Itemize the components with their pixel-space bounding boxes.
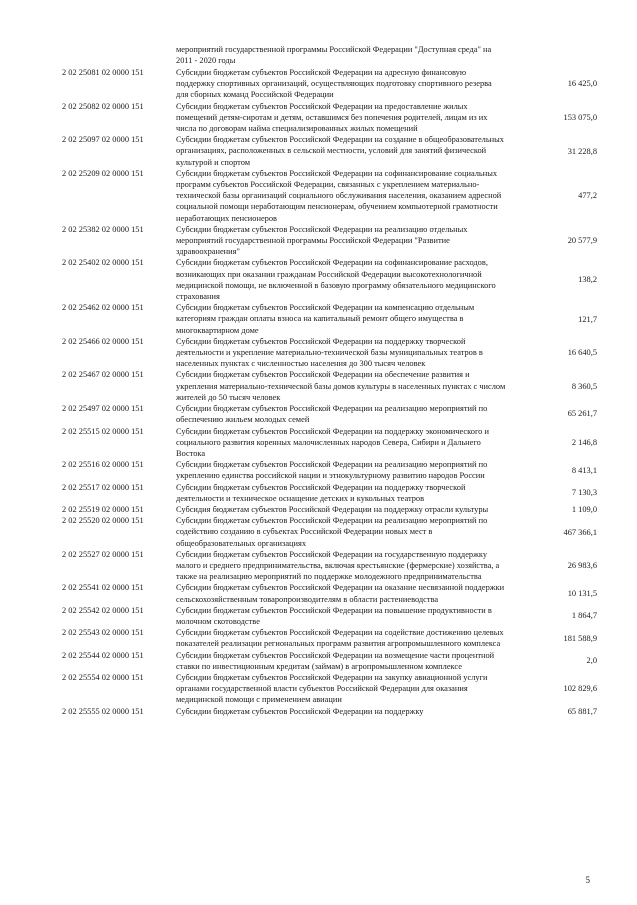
amount-value: 138,2 [578, 275, 597, 285]
table-row [0, 67, 637, 101]
amount-value: 8 360,5 [571, 381, 597, 391]
budget-code: 2 02 25519 02 0000 151 [62, 504, 144, 514]
table-row [0, 482, 637, 504]
subsidy-description: Субсидии бюджетам субъектов Российской Федерации на государственную поддержку малого и среднего предпринимательства, включая крестьянские (фермерские) хозяйства, а также на реализацию мероприятий по поддержке молодежного предпринимательства [176, 549, 500, 582]
subsidy-table [0, 67, 637, 717]
amount-value: 121,7 [578, 314, 597, 324]
amount-value: 153 075,0 [563, 113, 597, 122]
amount-value: 467 366,1 [563, 527, 597, 537]
amount-value: 2 146,8 [571, 437, 597, 447]
subsidy-description: Субсидии бюджетам субъектов Российской Федерации на оказание несвязанной поддержки сельскохозяйственным товаропроизводителям в области растениеводства [176, 583, 505, 604]
table-row [0, 627, 637, 649]
amount-value: 16 425,0 [567, 79, 597, 89]
table-row [0, 257, 637, 302]
budget-code: 2 02 25462 02 0000 151 [62, 303, 144, 313]
subsidy-description: Субсидии бюджетам субъектов Российской Федерации на повышение продуктивности в молочном скотоводстве [176, 605, 492, 626]
amount-value: 477,2 [578, 191, 597, 201]
subsidy-description: Субсидии бюджетам субъектов Российской Федерации на реализацию мероприятий по укреплению единства российской нации и этнокультурному развитию народов России [176, 460, 488, 481]
budget-code: 2 02 25466 02 0000 151 [62, 336, 144, 346]
amount-value: 26 983,6 [567, 561, 597, 571]
table-row [0, 426, 637, 460]
budget-code: 2 02 25516 02 0000 151 [62, 460, 144, 470]
subsidy-description: Субсидии бюджетам субъектов Российской Федерации на поддержку экономического и социального развития коренных малочисленных народов Севера, Сибири и Дальнего Востока [176, 426, 489, 458]
budget-code: 2 02 25382 02 0000 151 [62, 224, 144, 234]
table-row [0, 168, 637, 224]
budget-code: 2 02 25520 02 0000 151 [62, 516, 144, 526]
amount-value: 31 228,8 [567, 146, 597, 156]
subsidy-description: Субсидии бюджетам субъектов Российской Федерации на адресную финансовую поддержку спортивных организаций, осуществляющих подготовку спортивного резерва для сборных команд Российской Федерации [176, 68, 492, 100]
budget-code: 2 02 25555 02 0000 151 [62, 706, 144, 716]
subsidy-description: Субсидия бюджетам субъектов Российской Федерации на поддержку отрасли культуры [176, 504, 489, 514]
subsidy-description: Субсидии бюджетам субъектов Российской Федерации на закупку авиационной услуги органами государственной власти субъектов Российской Федерации для оказания медицинской помощи с применением авиации [176, 672, 488, 705]
budget-code: 2 02 25544 02 0000 151 [62, 650, 144, 660]
subsidy-description: Субсидии бюджетам субъектов Российской Федерации на поддержку творческой деятельности и укрепление материально-технической базы муниципальных театров в населенных пунктах с численностью населения до 300 тысяч человек [176, 336, 483, 369]
amount-value: 65 261,7 [567, 409, 597, 419]
budget-code: 2 02 25541 02 0000 151 [62, 583, 144, 593]
table-row [0, 672, 637, 706]
budget-code: 2 02 25082 02 0000 151 [62, 101, 144, 111]
table-row [0, 650, 637, 672]
budget-code: 2 02 25515 02 0000 151 [62, 426, 144, 436]
amount-value: 8 413,1 [571, 465, 597, 475]
subsidy-description: Субсидии бюджетам субъектов Российской Федерации на поддержку творческой деятельности и техническое оснащение детских и кукольных театров [176, 482, 466, 503]
subsidy-description: Субсидии бюджетам субъектов Российской Федерации на софинансирование социальных программ субъектов Российской Федерации, связанных с укреплением материально-технической базы организаций социального обслуживания населения, оказанием адресной социальной помощи неработающим пенсионерам, обучением компьютерной грамотности неработающих пенсионеров [176, 168, 502, 223]
amount-value: 102 829,6 [563, 684, 597, 694]
page-number: 5 [585, 875, 590, 885]
amount-value: 10 131,5 [567, 588, 597, 598]
table-row [0, 549, 637, 583]
amount-value: 20 577,9 [567, 236, 597, 246]
budget-code: 2 02 25542 02 0000 151 [62, 605, 144, 615]
subsidy-description: Субсидии бюджетам субъектов Российской Федерации на реализацию мероприятий по содействию созданию в субъектах Российской Федерации новых мест в общеобразовательных организациях [176, 516, 488, 548]
table-row [0, 403, 637, 425]
continued-row-text: мероприятий государственной программы Российской Федерации "Доступная среда" на 2011 - 2020 годы [176, 45, 492, 66]
budget-code: 2 02 25097 02 0000 151 [62, 135, 144, 145]
amount-value: 65 881,7 [567, 706, 597, 716]
budget-code: 2 02 25209 02 0000 151 [62, 168, 144, 178]
subsidy-description: Субсидии бюджетам субъектов Российской Федерации на обеспечение развития и укрепления материально-технической базы домов культуры в населенных пунктах с числом жителей до 50 тысяч человек [176, 370, 506, 402]
amount-value: 2,0 [586, 655, 597, 665]
subsidy-description: Субсидии бюджетам субъектов Российской Федерации на содействие достижению целевых показателей реализации региональных программ развития агропромышленного комплекса [176, 628, 504, 649]
budget-code: 2 02 25467 02 0000 151 [62, 370, 144, 380]
budget-code: 2 02 25402 02 0000 151 [62, 258, 144, 268]
amount-value: 7 130,3 [571, 487, 597, 497]
subsidy-description: Субсидии бюджетам субъектов Российской Федерации на реализацию отдельных мероприятий государственной программы Российской Федерации "Развитие здравоохранения" [176, 224, 468, 257]
table-row [0, 302, 637, 336]
table-row [0, 101, 637, 135]
subsidy-description: Субсидии бюджетам субъектов Российской Федерации на предоставление жилых помещений детям-сиротам и детям, оставшимся без попечения родителей, лицам из их числа по договорам найма специализированных жилых помещений [176, 101, 488, 134]
table-row [0, 582, 637, 604]
amount-value: 1 109,0 [571, 504, 597, 514]
amount-value: 16 640,5 [567, 348, 597, 358]
table-row [0, 336, 637, 370]
budget-code: 2 02 25543 02 0000 151 [62, 628, 144, 638]
amount-value: 181 588,9 [563, 633, 597, 643]
table-row [0, 459, 637, 481]
budget-code: 2 02 25081 02 0000 151 [62, 68, 144, 77]
subsidy-description: Субсидии бюджетам субъектов Российской Федерации на реализацию мероприятий по обеспечению жильем молодых семей [176, 404, 488, 425]
budget-code: 2 02 25517 02 0000 151 [62, 482, 144, 492]
budget-code: 2 02 25527 02 0000 151 [62, 549, 144, 559]
subsidy-description: Субсидии бюджетам субъектов Российской Федерации на возмещение части процентной ставки по инвестиционным кредитам (займам) в агропромышленном комплексе [176, 650, 495, 671]
table-row [0, 134, 637, 168]
subsidy-description: Субсидии бюджетам субъектов Российской Федерации на компенсацию отдельным категориям граждан оплаты взноса на капитальный ремонт общего имущества в многоквартирном доме [176, 303, 475, 335]
subsidy-description: Субсидии бюджетам субъектов Российской Федерации на создание в общеобразовательных организациях, расположенных в сельской местности, условий для занятий физической культурой и спортом [176, 135, 504, 167]
subsidy-description: Субсидии бюджетам субъектов Российской Федерации на софинансирование расходов, возникающих при оказании гражданам Российской Федерации высокотехнологичной медицинской помощи, не включенной в базовую программу обязательного медицинского страхования [176, 258, 496, 302]
subsidy-description: Субсидии бюджетам субъектов Российской Федерации на поддержку [176, 706, 424, 716]
table-row [0, 504, 637, 515]
table-row [0, 706, 637, 717]
table-row [0, 369, 637, 403]
budget-code: 2 02 25497 02 0000 151 [62, 404, 144, 414]
table-row [0, 605, 637, 627]
amount-value: 1 864,7 [571, 611, 597, 621]
table-row [0, 224, 637, 258]
budget-code: 2 02 25554 02 0000 151 [62, 672, 144, 682]
table-row [0, 515, 637, 549]
